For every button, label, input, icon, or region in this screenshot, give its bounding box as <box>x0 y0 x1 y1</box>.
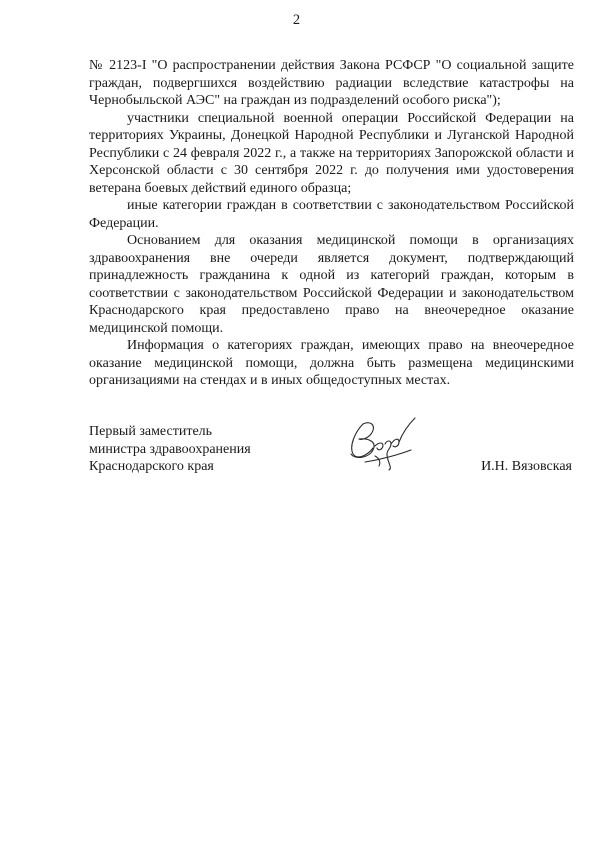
paragraph-basis-document: Основанием для оказания медицинской помощи в организациях здравоохранения вне очереди является документ, подтверждающий принадлежность гражданина к одной из категорий граждан, которым в соответствии с законодательством Российской Федерации и законодательством Краснодарского края предоставлено право на внеочередное оказание медицинской помощи. <box>89 233 574 336</box>
signatory-name: И.Н. Вязовская <box>481 459 572 474</box>
page-number: 2 <box>292 12 301 28</box>
handwritten-signature <box>345 412 423 474</box>
paragraph-information-placement: Информация о категориях граждан, имеющих право на внеочередное оказание медицинской помощи, должна быть размещена медицинскими организациями на стендах и в иных общедоступных местах. <box>89 338 574 388</box>
signatory-title-line: Первый заместитель <box>89 424 213 439</box>
signatory-title-line: Краснодарского края <box>89 459 214 474</box>
paragraph-svo-participants: участники специальной военной операции Российской Федерации на территориях Украины, Донецкой Народной Республики и Луганской Народной Республики с 24 февраля 2022 г., а также на территориях Запорожской области и Херсонской области с 30 сентября 2022 г. до получения ими удостоверения ветерана боевых действий единого образца; <box>89 110 574 196</box>
document-body <box>89 57 574 390</box>
signatory-title-line: министра здравоохранения <box>89 441 251 457</box>
paragraph-other-categories: иные категории граждан в соответствии с законодательством Российской Федерации. <box>89 198 574 231</box>
signature-block <box>89 423 574 483</box>
paragraph-law-reference: № 2123-I "О распространении действия Закона РСФСР "О социальной защите граждан, подвергшихся воздействию радиации вследствие катастрофы на Чернобыльской АЭС" на граждан из подразделений особого риска"); <box>89 58 574 108</box>
signatory-title <box>89 423 309 476</box>
